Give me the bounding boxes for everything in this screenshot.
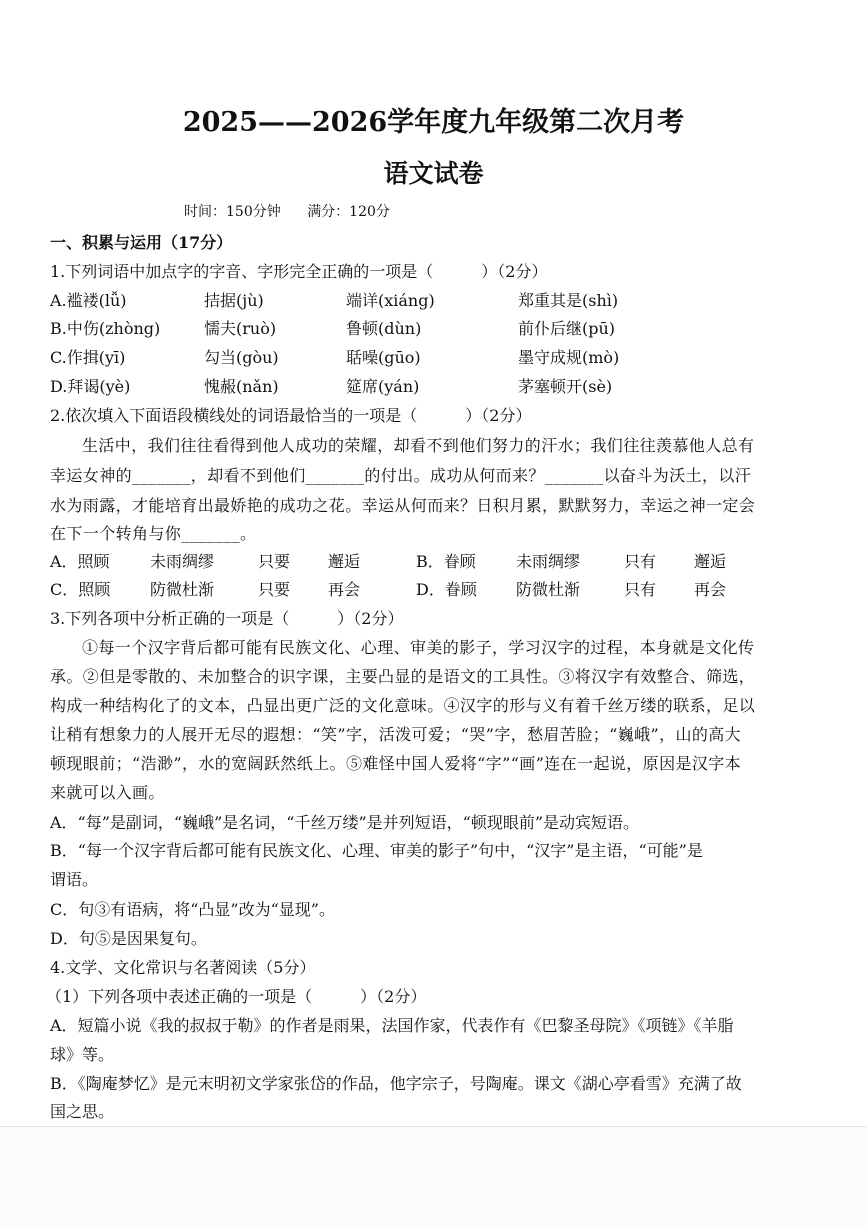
q4-opt-a-cont: 球》等。 bbox=[50, 1045, 115, 1064]
q2-opt-b-w1: 未雨绸缪 bbox=[516, 552, 581, 571]
exam-title: 2025——2026学年度九年级第二次月考 bbox=[182, 107, 685, 138]
section-title: 一、积累与运用（17分） bbox=[50, 233, 233, 252]
q1-c-3: 聒噪(gūo) bbox=[346, 348, 421, 367]
q2-opt-a-w1: 未雨绸缪 bbox=[150, 552, 215, 571]
page-bottom-margin bbox=[0, 1126, 867, 1227]
q1-c-2: 勾当(gòu) bbox=[204, 348, 279, 367]
q1-b-1: B.中伤(zhòng) bbox=[50, 319, 161, 338]
q3-para-3: 构成一种结构化了的文本，凸显出更广泛的文化意味。④汉字的形与义有着千丝万缕的联系，足以 bbox=[50, 696, 756, 715]
q2-opt-c: C．照顾 bbox=[50, 580, 111, 599]
q3-para-6: 来就可以入画。 bbox=[50, 783, 165, 802]
q1-b-2: 懦夫(ruò) bbox=[204, 319, 277, 338]
q3-opt-d: D．句⑤是因果复句。 bbox=[50, 929, 207, 948]
q4-sub1-stem: （1）下列各项中表述正确的一项是（ ）（2分） bbox=[46, 987, 427, 1006]
exam-subtitle: 语文试卷 bbox=[383, 159, 484, 188]
q3-para-4: 让稍有想象力的人展开无尽的遐想：“笑”字，活泼可爱；“哭”字，愁眉苦脸；“巍峨”，山的高大 bbox=[50, 725, 742, 744]
q2-opt-d-w2: 只有 bbox=[624, 580, 657, 599]
q1-stem: 1.下列词语中加点字的字音、字形完全正确的一项是（ ）（2分） bbox=[50, 262, 548, 281]
q1-b-3: 鲁顿(dùn) bbox=[346, 319, 422, 338]
q3-para-5: 顿现眼前；“浩渺”，水的宽阔跃然纸上。⑤难怪中国人爱将“字”“画”连在一起说，原因是汉字本 bbox=[50, 754, 742, 773]
q2-opt-c-w2: 只要 bbox=[258, 580, 291, 599]
q2-opt-b-w2: 只有 bbox=[624, 552, 657, 571]
q1-a-1: A.褴褛(lǚ) bbox=[50, 291, 127, 310]
q1-d-3: 筵席(yán) bbox=[346, 377, 420, 396]
q1-d-4: 茅塞顿开(sè) bbox=[518, 377, 613, 396]
q2-opt-d: D．眷顾 bbox=[416, 580, 477, 599]
q2-opt-a-w2: 只要 bbox=[258, 552, 291, 571]
q2-opt-c-w1: 防微杜渐 bbox=[150, 580, 215, 599]
q1-c-4: 墨守成规(mò) bbox=[518, 348, 620, 367]
q2-opt-a: A．照顾 bbox=[50, 552, 110, 571]
q2-stem: 2.依次填入下面语段横线处的词语最恰当的一项是（ ）（2分） bbox=[50, 406, 532, 425]
q3-para-1: ①每一个汉字背后都可能有民族文化、心理、审美的影子，学习汉字的过程，本身就是文化传 bbox=[82, 638, 755, 657]
q3-opt-b: B．“每一个汉字背后都可能有民族文化、心理、审美的影子”句中，“汉字”是主语，“可能”是 bbox=[50, 841, 703, 860]
q2-para-4: 在下一个转角与你_______。 bbox=[50, 524, 257, 543]
q3-opt-a: A．“每”是副词，“巍峨”是名词，“千丝万缕”是并列短语，“顿现眼前”是动宾短语。 bbox=[50, 813, 639, 832]
q1-d-1: D.拜谒(yè) bbox=[50, 377, 131, 396]
q3-opt-b-cont: 谓语。 bbox=[50, 870, 99, 889]
q4-stem: 4.文学、文化常识与名著阅读（5分） bbox=[50, 958, 316, 977]
q2-para-3: 水为雨露，才能培育出最娇艳的成功之花。幸运从何而来？日积月累，默默努力，幸运之神一定会 bbox=[50, 496, 756, 515]
q3-para-2: 承。②但是零散的、未加整合的识字课，主要凸显的是语文的工具性。③将汉字有效整合、筛选， bbox=[50, 667, 756, 686]
q1-c-1: C.作揖(yī) bbox=[50, 348, 126, 367]
q3-stem: 3.下列各项中分析正确的一项是（ ）（2分） bbox=[50, 609, 404, 628]
q2-opt-d-w3: 再会 bbox=[694, 580, 727, 599]
q1-d-2: 愧赧(nǎn) bbox=[204, 377, 279, 396]
q1-a-2: 拮据(jù) bbox=[204, 291, 264, 310]
exam-time: 时间：150分钟 bbox=[184, 204, 281, 220]
q3-opt-c: C．句③有语病，将“凸显”改为“显现”。 bbox=[50, 900, 335, 919]
q4-opt-b: B．《陶庵梦忆》是元末明初文学家张岱的作品，他字宗子，号陶庵。课文《湖心亭看雪》充满了故 bbox=[50, 1074, 742, 1093]
q2-para-2: 幸运女神的_______，却看不到他们_______的付出。成功从何而来？_______以奋斗为沃土，以汗 bbox=[50, 466, 752, 485]
q2-opt-b: B．眷顾 bbox=[416, 552, 476, 571]
q2-opt-b-w3: 邂逅 bbox=[694, 552, 727, 571]
exam-meta bbox=[184, 201, 412, 221]
exam-score: 满分：120分 bbox=[307, 204, 390, 220]
q1-a-4: 郑重其是(shì) bbox=[518, 291, 619, 310]
q2-para-1: 生活中，我们往往看得到他人成功的荣耀，却看不到他们努力的汗水；我们往往羡慕他人总有 bbox=[82, 436, 755, 455]
q1-b-4: 前仆后继(pū) bbox=[518, 319, 616, 338]
q1-a-3: 端详(xiáng) bbox=[346, 291, 435, 310]
q2-opt-a-w3: 邂逅 bbox=[328, 552, 361, 571]
q2-opt-c-w3: 再会 bbox=[328, 580, 361, 599]
q4-opt-a: A．短篇小说《我的叔叔于勒》的作者是雨果，法国作家，代表作有《巴黎圣母院》《项链》《羊脂 bbox=[50, 1016, 734, 1035]
q4-opt-b-cont: 国之思。 bbox=[50, 1102, 115, 1121]
q2-opt-d-w1: 防微杜渐 bbox=[516, 580, 581, 599]
